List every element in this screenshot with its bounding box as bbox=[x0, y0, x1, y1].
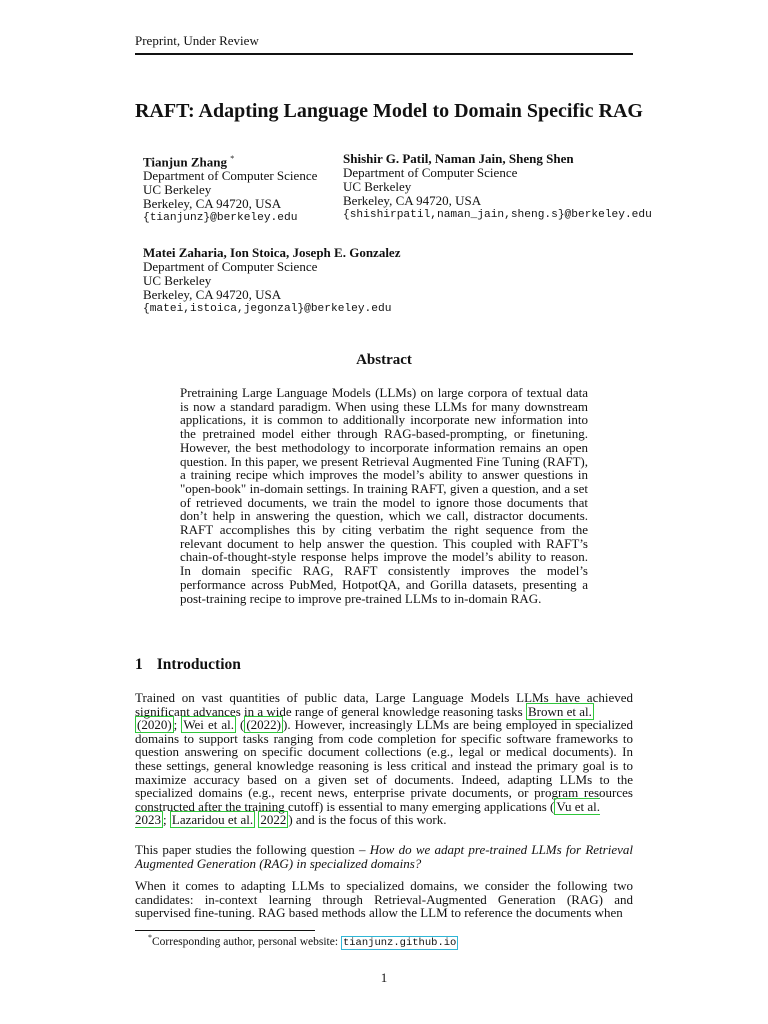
author-names: Matei Zaharia, Ion Stoica, Joseph E. Gonzalez bbox=[143, 245, 401, 260]
section-title: Introduction bbox=[156, 656, 241, 673]
author-email: {tianjunz}@berkeley.edu bbox=[143, 212, 298, 225]
intro-paragraph-1: Trained on vast quantities of public data, Large Language Models LLMs have achieved significant advances in a wide range of general knowledge reasoning tasks Brown et al. (2020) ; Wei et al. ( (2022) ). However, increasingly LLMs are being employed in specialized domains to support tasks ranging from code completion for specific software frameworks to question answering on specific document collections (e.g., legal or medical documents). In these settings, general knowledge reasoning is less critical and instead the primary goal is to maximize accuracy based on a given set of documents. Indeed, adapting LLMs to the specialized domains (e.g., recent news, enterprise private documents, or program resources constructed after the training cutoff) is essential to many emerging applications ( Vu et al. 2023 ; Lazaridou et al. 2022 ) and is the focus of this work. bbox=[135, 690, 633, 828]
citation-link[interactable]: Wei et al. bbox=[183, 717, 234, 733]
author-dept: Department of Computer Science bbox=[143, 259, 318, 274]
author-address: Berkeley, CA 94720, USA bbox=[143, 196, 282, 212]
intro-paragraph-3: When it comes to adapting LLMs to specialized domains, we consider the following two candidates: in-context learning through Retrieval-Augmented Generation (RAG) and supervised fine-tuning. RAG based methods allow the LLM to reference the documents when bbox=[135, 878, 633, 921]
footnote: *Corresponding author, personal website: tianjunz.github.io bbox=[148, 933, 457, 949]
author-names: Shishir G. Patil, Naman Jain, Sheng Shen bbox=[343, 151, 574, 166]
author-block-2 bbox=[343, 152, 652, 222]
author-institution: UC Berkeley bbox=[143, 182, 212, 198]
citation-link[interactable]: Vu et al. 2023 bbox=[135, 798, 601, 828]
author-address: Berkeley, CA 94720, USA bbox=[343, 193, 482, 208]
website-link[interactable]: tianjunz.github.io bbox=[342, 936, 457, 949]
page-number: 1 bbox=[380, 970, 388, 985]
footnote-mark[interactable]: * bbox=[230, 154, 235, 163]
author-dept: Department of Computer Science bbox=[343, 165, 518, 180]
author-institution: UC Berkeley bbox=[143, 273, 212, 288]
author-institution: UC Berkeley bbox=[343, 179, 412, 194]
abstract-text: Pretraining Large Language Models (LLMs) on large corpora of textual data is now a standard paradigm. When using these LLMs for many downstream applications, it is common to additionally incorporate new information into the pretrained model either through RAG-based-prompting, or finetuning. However, the best methodology to incorporate information remains an open question. In this paper, we present Retrieval Augmented Fine Tuning (RAFT), a training recipe which improves the model’s ability to answer questions in "open-book" in-domain settings. In training RAFT, given a question, and a set of retrieved documents, we train the model to ignore those documents that don’t help in answering the question, which we call, distractor documents. RAFT accomplishes this by citing verbatim the right sequence from the relevant document to help answer the question. This coupled with RAFT’s chain-of-thought-style response helps improve the model’s ability to reason. In domain specific RAG, RAFT consistently improves the model’s performance across PubMed, HotpotQA, and Gorilla datasets, presenting a post-training recipe to improve pre-trained LLMs to in-domain RAG. bbox=[180, 385, 588, 606]
section-number: 1 bbox=[135, 656, 143, 673]
citation-link[interactable]: 2022 bbox=[260, 812, 287, 828]
citation-link[interactable]: Lazaridou et al. bbox=[171, 812, 254, 828]
author-email: {matei,istoica,jegonzal}@berkeley.edu bbox=[143, 303, 392, 315]
research-question: How do we adapt pre-trained LLMs for Retrieval Augmented Generation (RAG) in specialized domains? bbox=[135, 842, 633, 871]
author-address: Berkeley, CA 94720, USA bbox=[143, 287, 282, 302]
author-dept: Department of Computer Science bbox=[143, 168, 318, 184]
paper-title: RAFT: Adapting Language Model to Domain Specific RAG bbox=[135, 100, 643, 122]
running-header: Preprint, Under Review bbox=[135, 33, 633, 55]
intro-paragraph-2: This paper studies the following question – How do we adapt pre-trained LLMs for Retrieval Augmented Generation (RAG) in specialized domains? bbox=[135, 842, 633, 871]
citation-link[interactable]: Brown et al. bbox=[527, 703, 592, 719]
citation-link[interactable]: (2020) bbox=[137, 717, 172, 733]
author-block-3 bbox=[143, 246, 400, 316]
section-heading bbox=[135, 656, 241, 674]
author-block-1 bbox=[143, 152, 317, 225]
author-names: Tianjun Zhang * bbox=[143, 154, 235, 170]
abstract-heading: Abstract bbox=[356, 352, 412, 368]
citation-link[interactable]: (2022) bbox=[246, 717, 281, 733]
footnote-divider bbox=[135, 930, 315, 931]
author-email: {shishirpatil,naman_jain,sheng.s}@berkeley.edu bbox=[343, 209, 652, 221]
